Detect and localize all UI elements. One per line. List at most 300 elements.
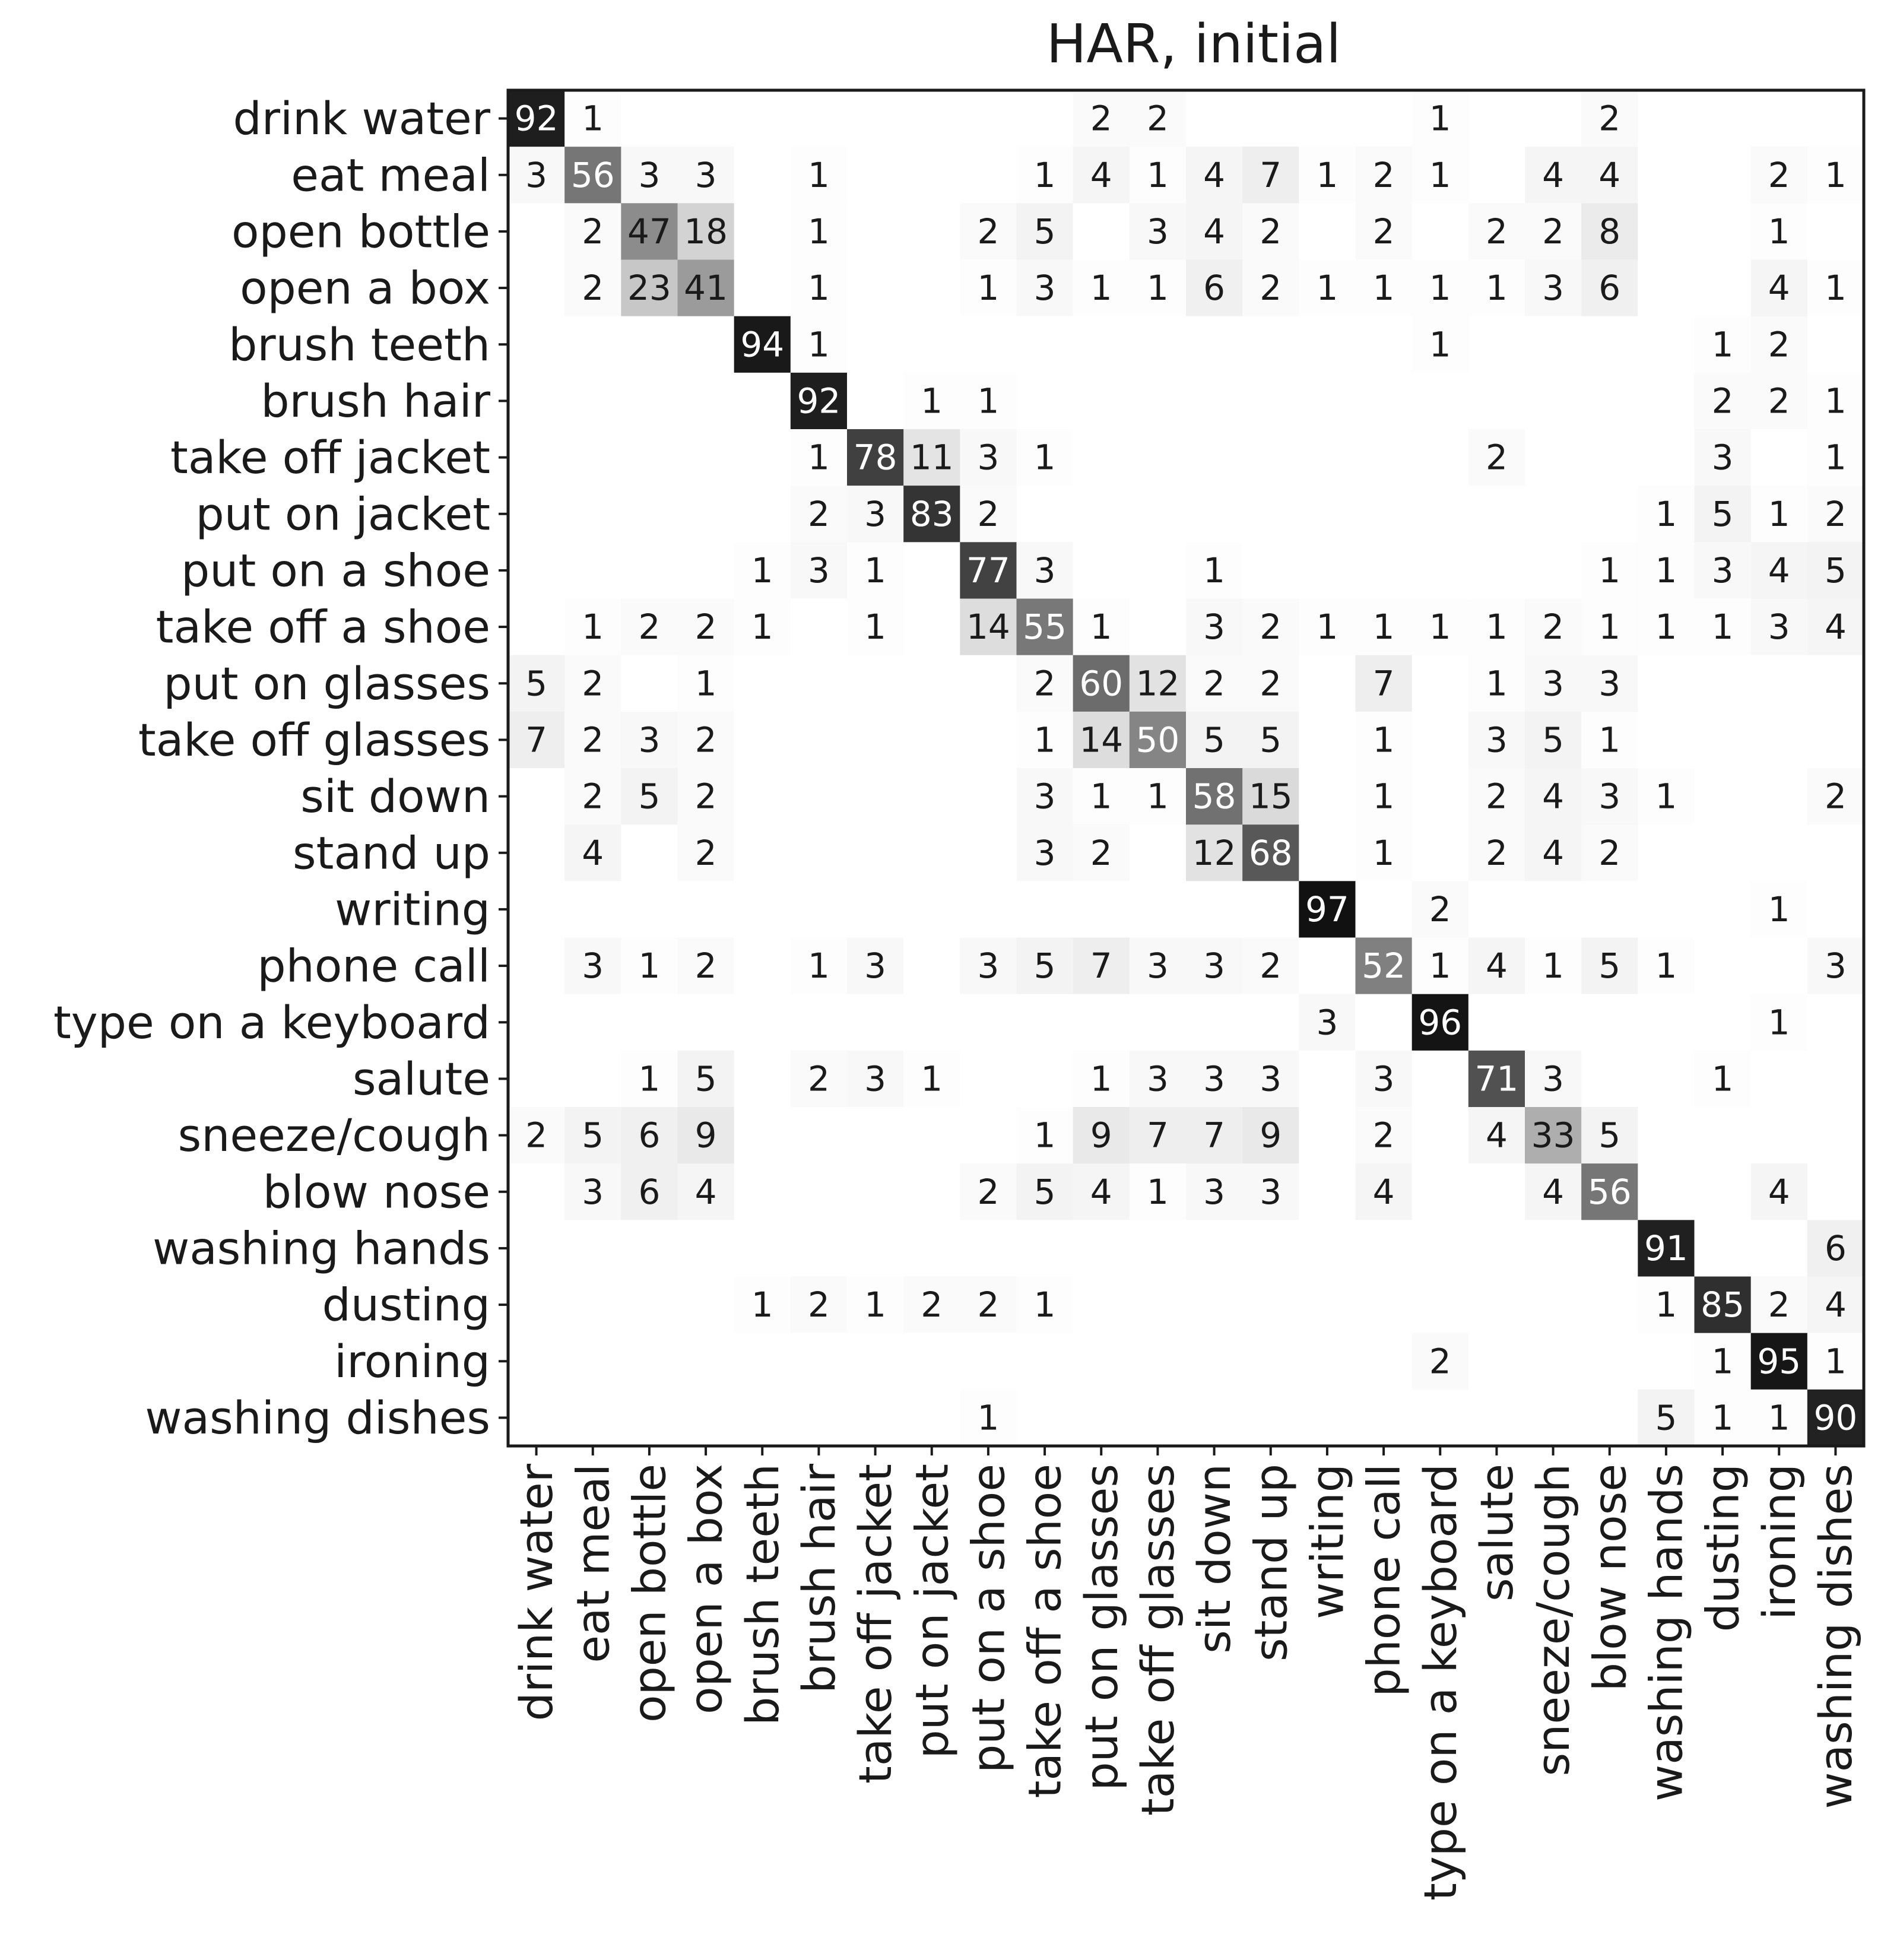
cell-value-label: 1 [1146,1171,1169,1212]
cell-value-label: 1 [1768,211,1790,252]
heatmap-cell [1242,316,1299,373]
heatmap-cell [734,486,791,543]
heatmap-cell [734,994,791,1051]
heatmap-cell [1468,373,1525,430]
x-tick-label: sit down [1188,1464,1241,1654]
heatmap-cell [1186,1220,1243,1277]
heatmap-cell [1299,1051,1356,1108]
cell-value-label: 23 [627,268,671,309]
cell-value-label: 12 [1192,832,1236,873]
heatmap-cell [1581,429,1638,486]
cell-value-label: 2 [1485,776,1508,817]
cell-value-label: 60 [1079,663,1124,704]
cell-value-label: 15 [1248,776,1293,817]
cell-value-label: 2 [694,946,717,987]
heatmap-cell [1807,203,1864,260]
cell-value-label: 1 [638,1058,661,1099]
heatmap-cell [1412,1390,1469,1447]
x-tick-label: take off jacket [849,1464,902,1784]
cell-value-label: 1 [1203,550,1226,591]
cell-value-label: 4 [1824,607,1847,648]
heatmap-cell [1412,824,1469,881]
cell-value-label: 3 [1372,1058,1395,1099]
heatmap-cell [1412,373,1469,430]
heatmap-cell [903,938,960,995]
cell-value-label: 56 [570,154,615,195]
heatmap-cell [621,1390,678,1447]
cell-value-label: 3 [525,154,548,195]
heatmap-cell [1130,1390,1187,1447]
heatmap-cell [1581,1333,1638,1390]
heatmap-cell [1299,1163,1356,1220]
cell-value-label: 2 [694,776,717,817]
heatmap-cell [1751,938,1808,995]
cell-value-label: 1 [1542,946,1565,987]
heatmap-cell [903,147,960,204]
y-tick-label: salute [352,1052,490,1105]
heatmap-cell [1130,373,1187,430]
cell-value-label: 2 [1260,211,1282,252]
x-tick-label: drink water [510,1464,563,1721]
cell-value-label: 1 [1824,268,1847,309]
cell-value-label: 8 [1598,211,1621,252]
y-tick-label: drink water [233,92,490,145]
heatmap-cell [847,768,904,825]
heatmap-cell [1468,90,1525,147]
cell-value-label: 3 [864,493,887,534]
heatmap-cell [1017,373,1074,430]
heatmap-cell [1130,486,1187,543]
cell-value-label: 12 [1135,663,1180,704]
heatmap-cell [508,1277,565,1334]
x-tick-label: washing hands [1639,1464,1693,1802]
cell-value-label: 3 [1768,607,1790,648]
cell-value-label: 3 [1203,946,1226,987]
heatmap-cell [1356,542,1413,599]
cell-value-label: 5 [525,663,548,704]
cell-value-label: 2 [1768,154,1790,195]
heatmap-cell [1186,429,1243,486]
heatmap-cell [791,712,848,769]
cell-value-label: 5 [1203,719,1226,760]
heatmap-cell [1695,90,1752,147]
heatmap-cell [903,1220,960,1277]
heatmap-cell [1356,1277,1413,1334]
heatmap-cell [1073,881,1130,938]
heatmap-cell [1581,316,1638,373]
cell-value-label: 3 [1203,607,1226,648]
cell-value-label: 3 [1033,268,1056,309]
heatmap-cell [1695,881,1752,938]
heatmap-cell [678,994,735,1051]
heatmap-cell [564,881,621,938]
heatmap-cell [1638,881,1695,938]
heatmap-cell [1751,824,1808,881]
y-tick-label: ironing [334,1334,490,1388]
heatmap-cell [1186,90,1243,147]
x-tick-label: dusting [1696,1464,1749,1632]
cell-value-label: 2 [582,211,604,252]
cell-value-label: 2 [977,211,1000,252]
cell-value-label: 1 [1429,98,1451,139]
heatmap-cell [1130,599,1187,656]
heatmap-cell [1130,316,1187,373]
heatmap-cell [1525,542,1582,599]
heatmap-cell [1638,373,1695,430]
y-tick-label: take off glasses [138,713,490,766]
heatmap-cell [1130,1333,1187,1390]
heatmap-cell [1017,1220,1074,1277]
heatmap-cell [1356,373,1413,430]
cell-value-label: 4 [1372,1171,1395,1212]
cell-value-label: 2 [1260,607,1282,648]
heatmap-cell [1695,147,1752,204]
heatmap-cell [678,1277,735,1334]
cell-value-label: 4 [1090,1171,1112,1212]
cell-value-label: 1 [1711,1058,1734,1099]
heatmap-cell [734,429,791,486]
heatmap-cell [847,1107,904,1164]
heatmap-cell [1242,994,1299,1051]
heatmap-cell [734,712,791,769]
heatmap-cell [1638,824,1695,881]
heatmap-cell [791,1163,848,1220]
heatmap-cell [791,881,848,938]
heatmap-cell [1638,429,1695,486]
heatmap-cell [1299,1107,1356,1164]
heatmap-cell [903,881,960,938]
heatmap-cell [508,824,565,881]
heatmap-cell [508,1051,565,1108]
cell-value-label: 68 [1248,832,1293,873]
heatmap-cell [1242,373,1299,430]
heatmap-cell [1468,994,1525,1051]
heatmap-cell [1807,712,1864,769]
heatmap-cell [1525,1390,1582,1447]
cell-value-label: 5 [1033,211,1056,252]
cell-value-label: 1 [751,550,773,591]
cell-value-label: 3 [1260,1171,1282,1212]
cell-value-label: 3 [1146,1058,1169,1099]
cell-value-label: 3 [1542,268,1565,309]
heatmap-cell [1468,1333,1525,1390]
heatmap-cell [1017,994,1074,1051]
heatmap-cell [564,1390,621,1447]
heatmap-cell [960,881,1017,938]
heatmap-cell [1525,994,1582,1051]
heatmap-cell [960,768,1017,825]
heatmap-cell [1017,881,1074,938]
heatmap-cell [1638,994,1695,1051]
heatmap-cell [678,373,735,430]
heatmap-cell [678,542,735,599]
cell-value-label: 4 [582,832,604,873]
cell-value-label: 2 [582,268,604,309]
heatmap-cell [1525,90,1582,147]
cell-value-label: 6 [1203,268,1226,309]
heatmap-cell [1638,147,1695,204]
cell-value-label: 58 [1192,776,1236,817]
heatmap-cell [847,260,904,317]
heatmap-cell [734,824,791,881]
cell-value-label: 1 [1655,550,1677,591]
y-tick-label: sneeze/cough [177,1109,490,1162]
cell-value-label: 50 [1135,719,1180,760]
heatmap-cell [1299,768,1356,825]
heatmap-cell [564,542,621,599]
cell-value-label: 2 [1768,1285,1790,1325]
y-tick-label: open bottle [231,205,490,258]
heatmap-cell [1299,1220,1356,1277]
heatmap-cell [960,712,1017,769]
heatmap-cell [678,881,735,938]
heatmap-cell [1412,712,1469,769]
cell-value-label: 4 [1542,832,1565,873]
cell-value-label: 4 [694,1171,717,1212]
heatmap-cell [621,429,678,486]
heatmap-cell [734,938,791,995]
heatmap-cell [734,1220,791,1277]
cell-value-label: 1 [1655,776,1677,817]
y-tick-label: stand up [293,826,490,880]
heatmap-cell [960,824,1017,881]
cell-value-label: 1 [1598,550,1621,591]
heatmap-cell [1242,1390,1299,1447]
cell-value-label: 1 [1429,268,1451,309]
y-tick-label: take off jacket [170,431,490,484]
heatmap-cell [1525,429,1582,486]
cell-value-label: 1 [1146,268,1169,309]
y-tick-label: take off a shoe [156,600,490,654]
heatmap-cell [1299,824,1356,881]
heatmap-cell [1299,1277,1356,1334]
heatmap-cell [621,1277,678,1334]
cell-value-label: 2 [694,719,717,760]
heatmap-cell [1525,881,1582,938]
cell-value-label: 1 [1090,607,1112,648]
heatmap-cell [734,260,791,317]
heatmap-cell [734,373,791,430]
heatmap-cell [621,1220,678,1277]
cell-value-label: 9 [1090,1115,1112,1156]
heatmap-cell [1299,316,1356,373]
cell-value-label: 7 [1146,1115,1169,1156]
cell-value-label: 1 [1316,607,1338,648]
heatmap-cell [847,203,904,260]
cell-value-label: 1 [1033,437,1056,478]
cell-value-label: 11 [909,437,954,478]
heatmap-cell [1299,90,1356,147]
cell-value-label: 1 [694,663,717,704]
heatmap-cell [508,429,565,486]
heatmap-cell [847,373,904,430]
heatmap-cell [1581,994,1638,1051]
cell-value-label: 2 [1768,380,1790,421]
heatmap-cell [1412,542,1469,599]
cell-value-label: 1 [1372,832,1395,873]
x-tick-label: sneeze/cough [1527,1464,1580,1777]
heatmap-cell [903,1107,960,1164]
heatmap-cell [903,90,960,147]
heatmap-cell [1299,429,1356,486]
cell-value-label: 83 [909,493,954,534]
cell-value-label: 85 [1701,1285,1744,1325]
cell-value-label: 1 [1711,324,1734,365]
heatmap-cell [1412,429,1469,486]
cell-value-label: 1 [1824,154,1847,195]
cell-value-label: 4 [1485,946,1508,987]
heatmap-cell [734,203,791,260]
cell-value-label: 1 [1824,437,1847,478]
heatmap-cell [1468,147,1525,204]
heatmap-cell [508,542,565,599]
cell-value-label: 1 [977,268,1000,309]
heatmap-cell [1695,1163,1752,1220]
heatmap-cell [1525,1333,1582,1390]
cell-value-label: 1 [1655,1285,1677,1325]
cell-value-label: 1 [582,607,604,648]
cell-value-label: 1 [1768,1397,1790,1438]
cell-value-label: 1 [977,1397,1000,1438]
cell-value-label: 71 [1474,1058,1519,1099]
cell-value-label: 2 [638,607,661,648]
heatmap-cell [1468,1390,1525,1447]
cell-value-label: 1 [1316,268,1338,309]
cell-value-label: 1 [1033,719,1056,760]
heatmap-cell [621,316,678,373]
heatmap-cell [1525,316,1582,373]
heatmap-cell [1807,1107,1864,1164]
heatmap-cell [508,768,565,825]
heatmap-cell [1807,824,1864,881]
heatmap-cell [1695,938,1752,995]
cell-value-label: 1 [977,380,1000,421]
cell-value-label: 2 [1033,663,1056,704]
cell-value-label: 2 [1372,1115,1395,1156]
heatmap-cell [564,1220,621,1277]
heatmap-cell [1695,203,1752,260]
heatmap-cell [1751,655,1808,712]
heatmap-cell [734,881,791,938]
x-tick-label: put on a shoe [962,1464,1015,1773]
heatmap-cell [1017,1333,1074,1390]
heatmap-cell [1242,542,1299,599]
cell-value-label: 5 [638,776,661,817]
cell-value-label: 1 [807,211,830,252]
cell-value-label: 2 [582,776,604,817]
cell-value-label: 14 [1079,719,1124,760]
cell-value-label: 2 [1598,832,1621,873]
cell-value-label: 1 [864,1285,887,1325]
x-tick-label: ironing [1752,1464,1806,1620]
heatmap-cell [847,1220,904,1277]
heatmap-cell [1242,1277,1299,1334]
heatmap-cell [1073,316,1130,373]
heatmap-cell [1186,316,1243,373]
heatmap-cell [734,655,791,712]
cell-value-label: 5 [582,1115,604,1156]
heatmap-cell [1299,655,1356,712]
heatmap-cell [1073,1333,1130,1390]
x-tick-label: open a box [679,1464,732,1714]
heatmap-cell [1695,260,1752,317]
heatmap-cell [1356,1333,1413,1390]
heatmap-cell [903,655,960,712]
heatmap-cell [1581,1220,1638,1277]
cell-value-label: 4 [1485,1115,1508,1156]
heatmap-cell [1525,1277,1582,1334]
cell-value-label: 3 [638,719,661,760]
heatmap-cell [564,486,621,543]
heatmap-cell [847,316,904,373]
cell-value-label: 1 [751,607,773,648]
cell-value-label: 3 [638,154,661,195]
cell-value-label: 2 [1090,832,1112,873]
cell-value-label: 1 [1372,268,1395,309]
cell-value-label: 2 [1824,776,1847,817]
cell-value-label: 6 [1824,1228,1847,1268]
cell-value-label: 2 [977,493,1000,534]
heatmap-cell [1130,994,1187,1051]
cell-value-label: 1 [807,946,830,987]
cell-value-label: 1 [1711,607,1734,648]
cell-value-label: 3 [1033,832,1056,873]
heatmap-cell [1130,542,1187,599]
cell-value-label: 3 [1203,1171,1226,1212]
heatmap-cell [1807,316,1864,373]
cell-value-label: 77 [966,550,1010,591]
cell-value-label: 1 [1824,1341,1847,1382]
cell-value-label: 1 [1033,1285,1056,1325]
cell-value-label: 1 [1146,154,1169,195]
cell-value-label: 3 [582,946,604,987]
cell-value-label: 1 [864,550,887,591]
x-tick-label: phone call [1357,1464,1410,1697]
cell-value-label: 3 [1203,1058,1226,1099]
cell-value-label: 2 [694,607,717,648]
cell-value-label: 3 [864,946,887,987]
heatmap-cell [1299,542,1356,599]
cell-value-label: 5 [1598,946,1621,987]
cell-value-label: 1 [807,268,830,309]
heatmap-cell [621,90,678,147]
cell-value-label: 5 [1824,550,1847,591]
heatmap-cell [508,260,565,317]
heatmap-cell [508,203,565,260]
cell-value-label: 1 [1372,607,1395,648]
heatmap-cell [903,1390,960,1447]
heatmap-cell [1186,486,1243,543]
cell-value-label: 2 [694,832,717,873]
heatmap-cell [1412,203,1469,260]
y-tick-label: washing hands [153,1222,490,1275]
heatmap-cell [1017,1051,1074,1108]
heatmap-cell [1073,203,1130,260]
cell-value-label: 4 [1768,550,1790,591]
heatmap-cell [847,712,904,769]
cell-value-label: 1 [1372,719,1395,760]
cell-value-label: 1 [1768,493,1790,534]
heatmap-cell [1751,1107,1808,1164]
heatmap-cell [903,203,960,260]
heatmap-cell [621,655,678,712]
cell-value-label: 2 [1372,211,1395,252]
cell-value-label: 14 [966,607,1010,648]
heatmap-cell [1242,486,1299,543]
heatmap-cell [1807,655,1864,712]
heatmap-cell [1638,90,1695,147]
cell-value-label: 7 [525,719,548,760]
